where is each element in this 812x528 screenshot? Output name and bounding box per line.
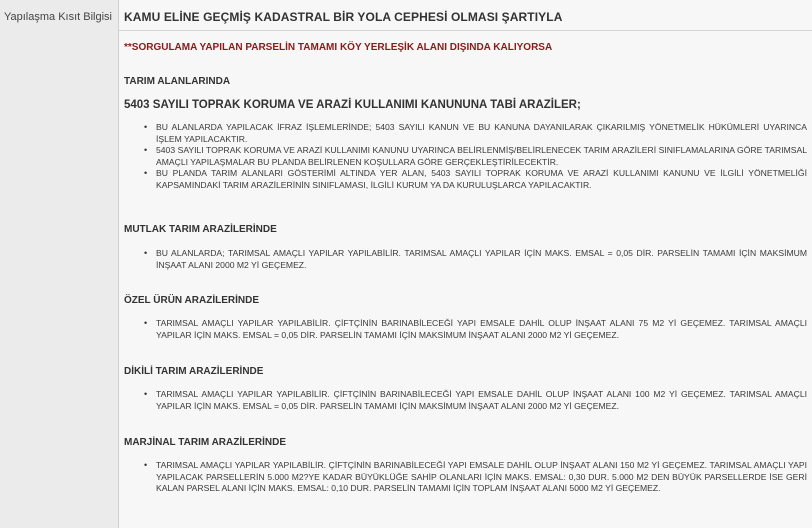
list-item: • TARIMSAL AMAÇLI YAPILAR YAPILABİLİR. ÇİFTÇİNİN BARINABİLECEĞİ YAPI EMSALE DAHİL OLUP İNŞAAT ALANI 75 M2 Yİ GEÇEMEZ. TARIMSAL AMAÇLI YAPILAR İÇİN MAKS. EMSAL = 0,05 DİR. PARSELİN TAMAMI İÇİN MAKSİMUM İNŞAAT ALANI 2000 M2 Yİ GEÇEMEZ.	[124, 318, 807, 341]
section-heading-ozel-urun: ÖZEL ÜRÜN ARAZİLERİNDE	[124, 295, 259, 306]
list-marjinal	[124, 460, 807, 495]
list-item: • TARIMSAL AMAÇLI YAPILAR YAPILABİLİR. ÇİFTÇİNİN BARINABİLECEĞİ YAPI EMSALE DAHİL OLUP İNŞAAT ALANI 150 M2 Yİ GEÇEMEZ. TARIMSAL AMAÇLI YAPI YAPILACAK PARSELLERİN 5.000 M2?YE KADAR BÜYÜKLÜĞE SAHİP OLANLARI İÇİN MAKS. EMSAL: 0,30 DUR. 5.000 M2 DEN BÜYÜK PARSELLERDE İSE GERİ KALAN PARSEL ALANI İÇİN MAKS. EMSAL: 0,10 DUR. PARSELİN TAMAMI İÇİN TOPLAM İNŞAAT ALANI 5000 M2 Yİ GEÇEMEZ.	[124, 460, 807, 495]
page-title: KAMU ELİNE GEÇMİŞ KADASTRAL BİR YOLA CEPHESİ OLMASI ŞARTIYLA	[124, 10, 563, 24]
list-item: • 5403 SAYILI TOPRAK KORUMA VE ARAZİ KULLANIMI KANUNU UYARINCA BELİRLENMİŞ/BELİRLENECEK TARIM ARAZİLERİ SINIFLAMALARINA GÖRE TARIMSAL AMAÇLI YAPILAŞMALAR BU PLANDA BELİRLENEN KOŞULLARA GÖRE GERÇEKLEŞTİRİLECEKTİR.	[124, 145, 807, 168]
list-item: • BU PLANDA TARIM ALANLARI GÖSTERİMİ ALTINDA YER ALAN, 5403 SAYILI TOPRAK KORUMA VE ARAZİ KULLANIMI KANUNU VE İLGİLİ YÖNETMELİĞİ KAPSAMINDAKİ TARIM ARAZİLERİNİN SINIFLAMASI, İLGİLİ KURUM YA DA KURULUŞLARCA YAPILACAKTIR.	[124, 168, 807, 191]
section-heading-5403: 5403 SAYILI TOPRAK KORUMA VE ARAZİ KULLANIMI KANUNUNA TABİ ARAZİLER;	[124, 99, 581, 111]
list-ozel-urun	[124, 318, 807, 341]
warning-note: **SORGULAMA YAPILAN PARSELİN TAMAMI KÖY YERLEŞİK ALANI DIŞINDA KALIYORSA	[124, 42, 553, 53]
list-mutlak	[124, 248, 807, 271]
list-item: • BU ALANLARDA YAPILACAK İFRAZ İŞLEMLERİNDE; 5403 SAYILI KANUN VE BU KANUNA DAYANILARAK ÇIKARILMIŞ YÖNETMELİK HÜKÜMLERİ UYARINCA İŞLEM YAPILACAKTIR.	[124, 122, 807, 145]
section-heading-tarim-alanlarinda: TARIM ALANLARINDA	[124, 76, 231, 87]
list-item: • TARIMSAL AMAÇLI YAPILAR YAPILABİLİR. ÇİFTÇİNİN BARINABİLECEĞİ YAPI EMSALE DAHİL OLUP İNŞAAT ALANI 100 M2 Yİ GEÇEMEZ. TARIMSAL AMAÇLI YAPILAR İÇİN MAKS. EMSAL = 0,05 DİR. PARSELİN TAMAMI İÇİN MAKSİMUM İNŞAAT ALANI 2000 M2 Yİ GEÇEMEZ.	[124, 389, 807, 412]
label-column	[0, 0, 119, 528]
title-divider	[119, 30, 812, 31]
section-heading-dikili: DİKİLİ TARIM ARAZİLERİNDE	[124, 366, 264, 377]
list-dikili	[124, 389, 807, 412]
row-label: Yapılaşma Kısıt Bilgisi	[3, 11, 112, 23]
content-column	[119, 0, 812, 528]
section-heading-marjinal: MARJİNAL TARIM ARAZİLERİNDE	[124, 437, 287, 448]
list-item: • BU ALANLARDA; TARIMSAL AMAÇLI YAPILAR YAPILABİLİR. TARIMSAL AMAÇLI YAPILAR İÇİN MAKS. EMSAL = 0,05 DİR. PARSELİN TAMAMI İÇİN MAKSİMUM İNŞAAT ALANI 2000 M2 Yİ GEÇEMEZ.	[124, 248, 807, 271]
section-heading-mutlak: MUTLAK TARIM ARAZİLERİNDE	[124, 224, 277, 235]
list-5403	[124, 122, 807, 191]
